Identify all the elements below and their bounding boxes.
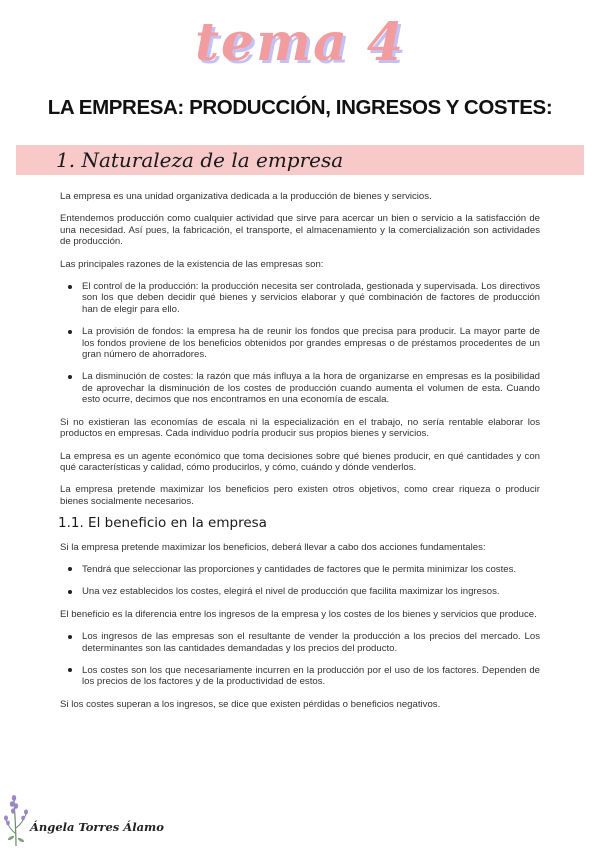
author-name: Ángela Torres Álamo: [30, 820, 164, 834]
list-item: El control de la producción: la producción necesita ser controlada, gestionada y supervisada. Los directivos son los que deben decidir qué bienes y servicios elaborar y qué combinación de factores de producción han de elegir para ello.: [82, 281, 540, 315]
list-item: Una vez establecidos los costes, elegirá el nivel de producción que facilita maximizar los ingresos.: [82, 586, 540, 597]
paragraph: Si no existieran las economías de escala ni la especialización en el trabajo, no sería rentable elaborar los productos en empresas. Cada individuo podría producir sus propios bienes y servicios.: [60, 416, 540, 440]
main-heading: LA EMPRESA: PRODUCCIÓN, INGRESOS Y COSTES:: [47, 96, 553, 119]
paragraph: Las principales razones de la existencia de las empresas son:: [60, 258, 324, 270]
paragraph: Si la empresa pretende maximizar los beneficios, deberá llevar a cabo dos acciones fundamentales:: [60, 541, 486, 553]
list-item: La disminución de costes: la razón que más influya a la hora de organizarse en empresas es la posibilidad de aprovechar la disminución de los costes de producción cuando aumenta el volumen de esta. Cuando esto ocurre, decimos que nos encontramos en una economía de escala.: [82, 371, 540, 406]
list-item: Los costes son los que necesariamente incurren en la producción por el uso de los factores. Dependen de los precios de los factores y de la productividad de estos.: [82, 664, 540, 688]
subsection-title: 1.1. El beneficio en la empresa: [58, 515, 267, 532]
paragraph: Entendemos producción como cualquier actividad que sirve para acercar un bien o servicio a la satisfacción de una necesidad. Así pues, la fabricación, el transporte, el almacenamiento y la comercialización son actividades de producción.: [60, 213, 540, 248]
lavender-sprig-icon: [2, 790, 30, 846]
list-item: La provisión de fondos: la empresa ha de reunir los fondos que precisa para producir. La mayor parte de los fondos proviene de los beneficios obtenidos por grandes empresas o de préstamos procedentes de un gran número de ahorradores.: [82, 326, 540, 361]
content-body: [60, 191, 540, 721]
paragraph: La empresa es un agente económico que toma decisiones sobre qué bienes producir, en qué cantidades y con qué características y calidad, cómo producirlos, y cómo, cuándo y dónde venderlos.: [60, 450, 540, 473]
brand-title: [0, 8, 600, 78]
paragraph: La empresa es una unidad organizativa dedicada a la producción de bienes y servicios.: [60, 191, 432, 202]
actions-list: [60, 564, 540, 598]
brand-word: tema: [194, 12, 349, 73]
components-list: [60, 631, 540, 688]
reasons-list: [60, 281, 540, 406]
paragraph: El beneficio es la diferencia entre los ingresos de la empresa y los costes de los bienes y servicios que produce.: [60, 608, 537, 620]
section-title: 1. Naturaleza de la empresa: [56, 148, 344, 172]
paragraph: Si los costes superan a los ingresos, se dice que existen pérdidas o beneficios negativos.: [60, 698, 441, 710]
list-item: Tendrá que seleccionar las proporciones y cantidades de factores que le permita minimizar los costes.: [82, 564, 540, 575]
list-item: Los ingresos de las empresas son el resultante de vender la producción a los precios del mercado. Los determinantes son las cantidades demandadas y los precios del producto.: [82, 631, 540, 654]
paragraph: La empresa pretende maximizar los beneficios pero existen otros objetivos, como crear riqueza o producir bienes socialmente necesarios.: [60, 484, 540, 507]
brand-number: 4: [366, 12, 405, 73]
